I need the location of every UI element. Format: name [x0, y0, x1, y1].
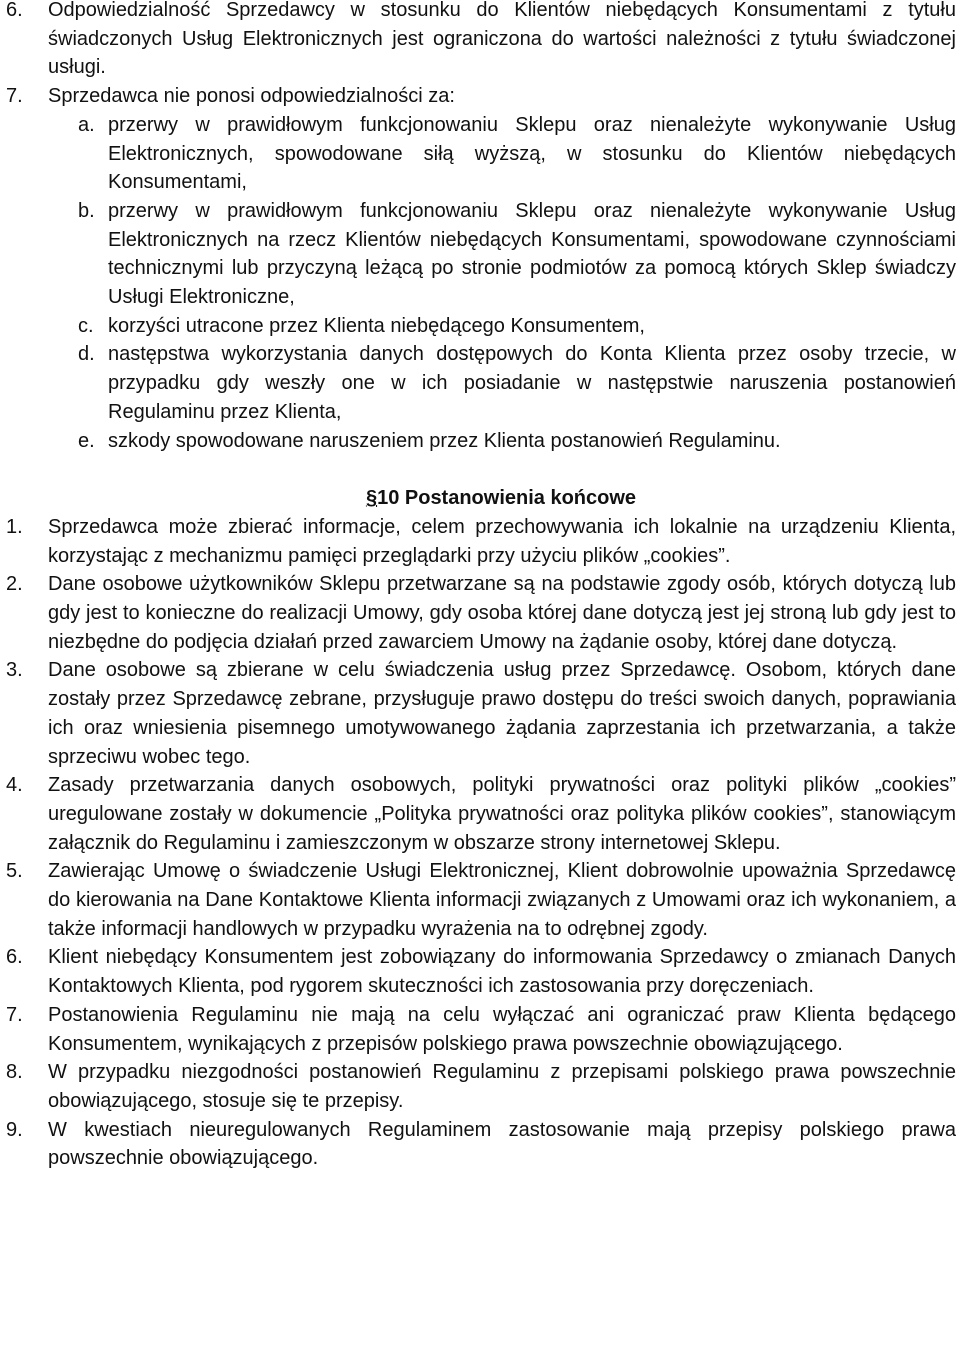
item-number: 7.	[6, 85, 23, 108]
sub-item-letter: d.	[78, 343, 95, 366]
section-symbol: §	[365, 487, 378, 510]
item-text: Sprzedawca nie ponosi odpowiedzialności za:	[48, 85, 455, 108]
item-text: Dane osobowe są zbierane w celu świadczenia usług przez Sprzedawcę. Osobom, których dane zostały przez Sprzedawcę zebrane, przysługuje prawo dostępu do treści swoich danych, poprawiania ich oraz wniesienia pisemnego umotywowanego żądania zaprzestania ich przetwarzania, a także sprzeciwu wobec tego.	[48, 659, 956, 768]
list-item	[6, 1116, 956, 1173]
item-text: Zasady przetwarzania danych osobowych, polityki prywatności oraz polityki plików „cookies” uregulowane zostały w dokumencie „Polityka prywatności oraz polityka plików cookies”, stanowiącym załącznik do Regulaminu i zamieszczonym w obszarze strony internetowej Sklepu.	[48, 774, 956, 854]
item-number: 3.	[6, 659, 23, 682]
sub-list-item	[78, 111, 956, 197]
sub-list-item	[78, 427, 956, 456]
item-text: Odpowiedzialność Sprzedawcy w stosunku do Klientów niebędących Konsumentami z tytułu świadczonych Usług Elektronicznych jest ograniczona do wartości należności z tytułu świadczonej usługi.	[48, 0, 956, 79]
list-item	[6, 1001, 956, 1058]
sub-list-item	[78, 312, 956, 341]
document-page	[6, 0, 956, 1173]
list-item	[6, 82, 956, 111]
item-number: 4.	[6, 774, 23, 797]
item-text: Sprzedawca może zbierać informacje, celem przechowywania ich lokalnie na urządzeniu Klienta, korzystając z mechanizmu pamięci przeglądarki przy użyciu plików „cookies”.	[48, 515, 956, 567]
sub-item-text: przerwy w prawidłowym funkcjonowaniu Sklepu oraz nienależyte wykonywanie Usług Elektronicznych, spowodowane siłą wyższą, w stosunku do Klientów niebędących Konsumentami,	[108, 113, 956, 194]
item-number: 7.	[6, 1003, 23, 1026]
sub-list-item	[78, 197, 956, 312]
item-number: 9.	[6, 1118, 23, 1141]
list-item	[6, 656, 956, 771]
item-text: W kwestiach nieuregulowanych Regulaminem zastosowanie mają przepisy polskiego prawa powszechnie obowiązującego.	[48, 1118, 956, 1170]
section-spacer	[6, 455, 956, 484]
sub-item-text: przerwy w prawidłowym funkcjonowaniu Sklepu oraz nienależyte wykonywanie Usług Elektronicznych na rzecz Klientów niebędących Konsumentami, spowodowane czynnościami technicznymi lub przyczyną leżącą po stronie podmiotów za pomocą których Sklep świadczy Usługi Elektroniczne,	[108, 199, 956, 309]
list-item	[6, 857, 956, 943]
item-number: 2.	[6, 573, 23, 596]
item-text: Zawierając Umowę o świadczenie Usługi Elektronicznej, Klient dobrowolnie upoważnia Sprzedawcę do kierowania na Dane Kontaktowe Klienta informacji związanych z Umowami oraz ich wykonaniem, a także informacji handlowych w przypadku wyrażenia na to odrębnej zgody.	[48, 860, 956, 940]
item-text: Klient niebędący Konsumentem jest zobowiązany do informowania Sprzedawcy o zmianach Danych Kontaktowych Klienta, pod rygorem skuteczności ich zastosowania przy doręczeniach.	[48, 946, 956, 998]
list-item	[6, 513, 956, 570]
list-item	[6, 771, 956, 857]
sub-list-item	[78, 340, 956, 426]
section-title-text: 10 Postanowienia końcowe	[377, 487, 637, 510]
list-item	[6, 570, 956, 656]
item-text: Dane osobowe użytkowników Sklepu przetwarzane są na podstawie zgody osób, których dotyczą lub gdy jest to konieczne do realizacji Umowy, gdy osoba której dane dotyczą jest jej stroną lub gdy jest to niezbędne do podjęcia działań przed zawarciem Umowy na żądanie osoby, której dane dotyczą.	[48, 573, 956, 653]
sub-item-letter: a.	[78, 113, 95, 136]
item-number: 1.	[6, 515, 23, 538]
item-number: 8.	[6, 1061, 23, 1084]
item-number: 5.	[6, 860, 23, 883]
list-item	[6, 943, 956, 1000]
section-heading	[46, 484, 956, 513]
liability-exclusions-list	[78, 111, 956, 455]
sub-item-letter: c.	[78, 314, 94, 337]
sub-item-text: następstwa wykorzystania danych dostępowych do Konta Klienta przez osoby trzecie, w przypadku gdy weszły one w ich posiadanie w następstwie naruszenia postanowień Regulaminu przez Klienta,	[108, 343, 956, 423]
sub-item-text: korzyści utracone przez Klienta niebędącego Konsumentem,	[108, 314, 645, 337]
list-item	[6, 1058, 956, 1115]
sub-item-letter: e.	[78, 429, 95, 452]
item-text: Postanowienia Regulaminu nie mają na celu wyłączać ani ograniczać praw Klienta będącego Konsumentem, wynikających z przepisów polskiego prawa powszechnie obowiązującego.	[48, 1003, 956, 1055]
sub-item-letter: b.	[78, 199, 95, 222]
item-number: 6.	[6, 0, 23, 21]
list-item	[6, 0, 956, 82]
item-text: W przypadku niezgodności postanowień Regulaminu z przepisami polskiego prawa powszechnie obowiązującego, stosuje się te przepisy.	[48, 1061, 956, 1112]
sub-item-text: szkody spowodowane naruszeniem przez Klienta postanowień Regulaminu.	[108, 429, 781, 452]
item-number: 6.	[6, 946, 23, 969]
